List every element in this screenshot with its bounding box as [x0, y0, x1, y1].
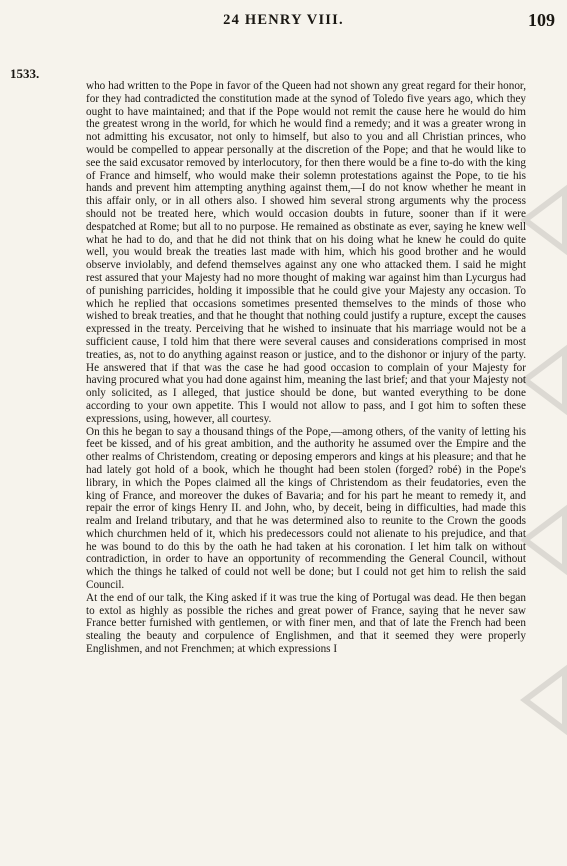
margin-year: 1533. [10, 66, 40, 81]
running-head-title: 24 HENRY VIII. [223, 12, 344, 28]
page-number: 109 [528, 10, 555, 30]
paragraph-1: who had written to the Pope in favor of the Queen had not shown any great regard for their honor, for they had contradicted the constitution made at the synod of Toledo five years ago, which they ought to have maintained; and that if the Pope would not remit the cause here he would do him the greatest wrong in the world, for which he would find a remedy; and it was a greater wrong in not admitting his excusator, not only to himself, but also to you and all Christian princes, who would be compelled to appear personally at the discretion of the Pope; and that he would like to see the said excusator removed by interlocutory, for then there would be a fine to-do with the king of France and himself, who would make their solemn protestations against the Pope, to tie his hands and prevent him attempting anything against them,—I do not know whether he meant in this affair only, or in all others also. I showed him several strong arguments why the process should not be treated here, which would occasion doubts in future, sooner than if it were despatched at Rome; but all to no purpose. He remained as obstinate as ever, saying he knew well what he had to do, and that he did not think that on his doing what he knew he could do quite well, you would break the treaties last made with him, which his good brother and he would observe inviolably, and defend themselves against any one who attacked them. I said he might rest assured that your Majesty had no more thought of making war against him than Lycurgus had of punishing parricides, holding it impossible that he could give your Majesty any occasion. To which he replied that occasions sometimes presented themselves to the minds of those who wished to break treaties, and that he thought that nothing could justify a rupture, except the causes expressed in the treaty. Perceiving that he wished to insinuate that his marriage would not be a sufficient cause, I told him that there were several causes and considerations comprised in most treaties, as, not to do anything against reason or justice, and to the dishonor or injury of the party. He answered that if that was the case he had good occasion to complain of your Majesty for having procured what you had done against him, meaning the last brief; and that your Majesty not only solicited, as I alleged, that justice should be done, but wanted everything to be done according to your own appetite. This I would not allow to pass, and I got him to soften these expressions, using, however, all courtesy. [86, 80, 526, 425]
running-head [0, 12, 567, 34]
watermark-stamp [520, 180, 567, 820]
paragraph-3: At the end of our talk, the King asked if it was true the king of Portugal was dead. He then began to extol as highly as possible the riches and great power of France, saying that he never saw France better furnished with gentlemen, or with finer men, and that of late the French had been stealing the beauty and corpulence of Englishmen, and that it seemed they were properly Englishmen, and not Frenchmen; at which expressions I [86, 591, 526, 656]
body-text [86, 80, 526, 656]
paragraph-2: On this he began to say a thousand things of the Pope,—among others, of the vanity of letting his feet be kissed, and of his great ambition, and the authority he assumed over the Empire and the other realms of Christendom, creating or deposing emperors and kings at his pleasure; and that he had lately got hold of a book, which he thought had been stolen (forged? robé) in the Pope's library, in which the Popes claimed all the kings of Christendom as their feudatories, even the king of France, and moreover the dukes of Bavaria; and for his part he meant to remedy it, and repair the error of kings Henry II. and John, who, by deceit, being in difficulties, had made this realm and Ireland tributary, and that he was determined also to reunite to the Crown the goods which churchmen held of it, which his predecessors could not alienate to his prejudice, and that he was bound to do this by the oath he had taken at his coronation. I let him talk on without contradiction, in order to have an opportunity of recommending the General Council, without which the things he talked of could not well be done; but I could not get him to relish the said Council. [86, 425, 526, 592]
